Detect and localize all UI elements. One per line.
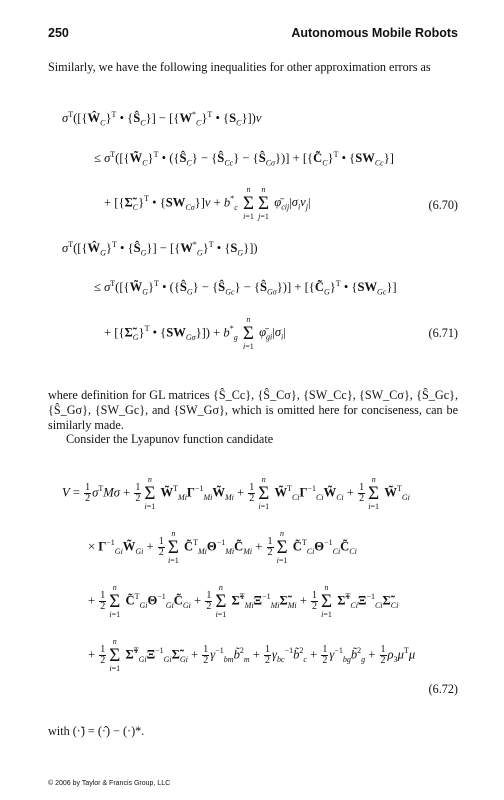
page-number: 250 — [48, 26, 69, 40]
equation-6-70-line-2: ≤ $\sigma^T([\{W̃_C\}^T$ • ($\{Ŝ_C\}$ − $\{Ŝ_{Cc}\}$ − $\{Ŝ_{C\sigma}\}$)] + [$\{C̃_C\}^T$ • $\{SW_{Cc}\}$] — [94, 150, 394, 168]
equation-6-72-line-3: + $\frac{1}{2}$ n Σ i=1 $C̃^T_{Gi}\Theta^{-1}_{Gi}C̃_{Gi}$ + $\frac{1}{2}$ n Σ i=1 $\Sigmã^T_{Mi}\Xi^{-1}_{Mi}\Sigmã_{Mi}$ + $\frac{1}{2}$ n Σ i=1 $\Sigmã^T_{Ci}\Xi^{-1}_{Ci}\Sigmã_{Ci}$ — [88, 583, 399, 619]
with-sentence: with (·̃) = (·̂) − (·)*. — [48, 724, 145, 738]
equation-6-71-line-2: ≤ $\sigma^T([\{W̃_G\}^T$ • ($\{Ŝ_G\}$ − $\{Ŝ_{Gc}\}$ − $\{Ŝ_{G\sigma}\}$)] + [$\{C̃_G\}^T$ • $\{SW_{Gc}\}$] — [94, 279, 397, 297]
where-paragraph: where definition for GL matrices {Ŝ_Cc}, {Ŝ_Cσ}, {SW_Cc}, {SW_Cσ}, {Ŝ_Gc}, {Ŝ_Gσ}, {SW_Gc}, and {SW_Gσ}, which is omitted here for conciseness, can be similarly made. — [48, 388, 458, 432]
equation-6-71-line-1: $\sigma^T([\{Ŵ_G\}^T$ • $\{Ŝ_G\}] - [\{W^*_G\}^T$ • $\{S_G\}$]) — [62, 240, 258, 258]
equation-number-6-72: (6.72) — [428, 682, 458, 696]
equation-6-71-line-3: + [$\{\Sigmã_G\}^T$ • $\{SW_{G\sigma}\}]) + b^*_g$ n Σ i=1 $\varphī_{gi}|\sigma_i|$ — [104, 315, 286, 351]
equation-number-6-70: (6.70) — [428, 198, 458, 212]
equation-6-70-line-3: + [$\{\Sigmã_C\}^T$ • $\{SW_{C\sigma}\}]\nu + b^*_c$ n Σ i=1n Σ j=1 $\varphī_{cij}|\sigma_i\nu_j|$ — [104, 185, 311, 221]
equation-6-70-line-1: $\sigma^T([\{Ŵ_C\}^T$ • $\{Ŝ_C\}] - [\{W^*_C\}^T$ • $\{S_C\}])\nu$ — [62, 110, 262, 128]
running-title: Autonomous Mobile Robots — [291, 26, 458, 40]
intro-paragraph: Similarly, we have the following inequalities for other approximation errors as — [48, 60, 431, 74]
equation-6-72-line-2: × $\Gamma^{-1}_{Gi}W̃_{Gi}$ + $\frac{1}{2}$ n Σ i=1 $C̃^T_{Mi}\Theta^{-1}_{Mi}C̃_{Mi}$ + $\frac{1}{2}$ n Σ i=1 $C̃^T_{Ci}\Theta^{-1}_{Ci}C̃_{Ci}$ — [88, 529, 357, 565]
lyapunov-sentence: Consider the Lyapunov function candidate — [66, 432, 274, 446]
equation-6-72-line-1: V = $\frac{1}{2}$ $\sigma^TM\sigma$ + $\frac{1}{2}$ n Σ i=1 $W̃^T_{Mi}\Gamma^{-1}_{Mi}W̃_{Mi}$ + $\frac{1}{2}$ n Σ i=1 $W̃^T_{Ci}\Gamma^{-1}_{Ci}W̃_{Ci}$ + $\frac{1}{2}$ n Σ i=1 W̃$^T_{Gi}$ — [62, 475, 410, 511]
equation-6-72-line-4: + $\frac{1}{2}$ n Σ i=1 $\Sigmã^T_{Gi}\Xi^{-1}_{Gi}\Sigmã_{Gi}$ + $\frac{1}{2}$ $\gamma^{-1}_{bm}b̃^2_m$ + $\frac{1}{2}$ $\gamma_{bc}^{-1}b̃^2_c$ + $\frac{1}{2}$ $\gamma^{-1}_{bg}b̃^2_g$ + $\frac{1}{2}$ $\rho_3\mu^T\mu$ — [88, 637, 416, 673]
equation-number-6-71: (6.71) — [428, 326, 458, 340]
copyright-footer: © 2006 by Taylor & Francis Group, LLC — [48, 780, 171, 787]
